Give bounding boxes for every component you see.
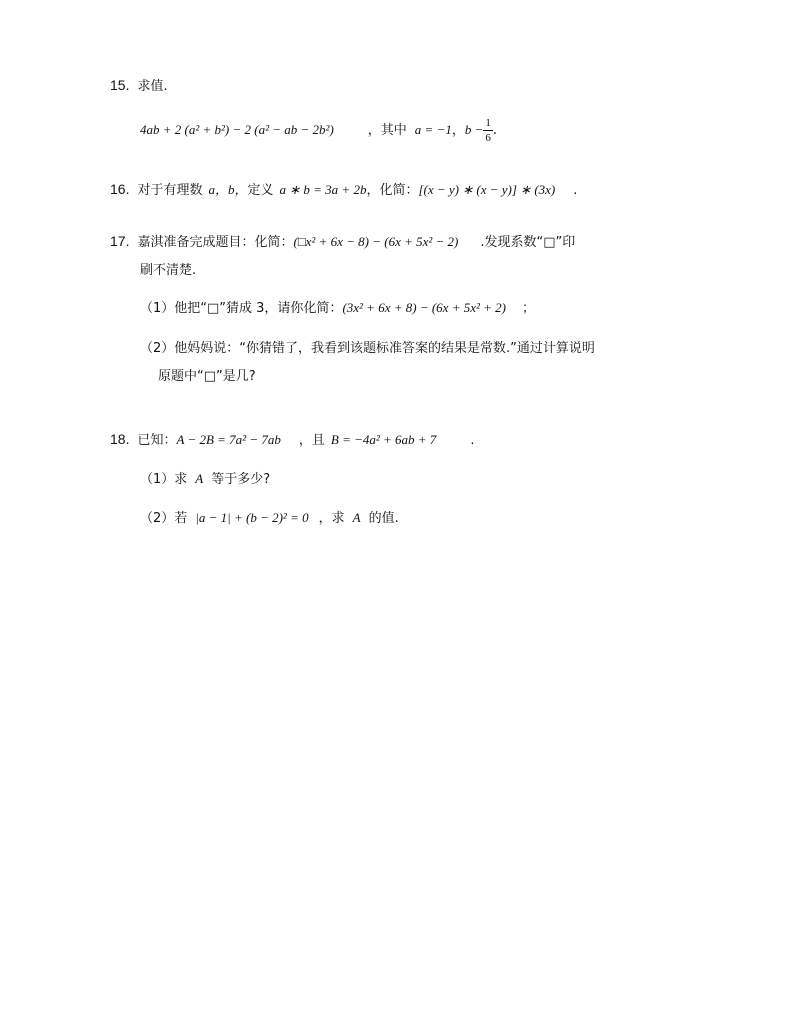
q15-where: ，其中 (367, 123, 407, 138)
q16-text-3: ，化简： (366, 183, 419, 198)
q18-line (110, 430, 474, 450)
q18-expression-1: A − 2B = 7a² − 7ab (176, 432, 281, 447)
q15-expression: 4ab + 2 (a² + b²) − 2 (a² − ab − 2b²) (140, 122, 334, 137)
q15-b-denominator: 6 (485, 132, 491, 144)
q17-number: 17. (110, 233, 130, 249)
q15-title: 求值. (137, 79, 168, 94)
q16-vars: a，b， (208, 182, 248, 197)
q15-b-fraction (483, 117, 493, 144)
q16-end: . (573, 183, 578, 198)
q16-line (110, 180, 577, 200)
q16-text-2: 定义 (247, 183, 274, 198)
q17-p1-end: ； (522, 301, 536, 316)
q17-p1-label: （1） (140, 301, 175, 316)
q16-definition: a ∗ b = 3a + 2b (279, 182, 367, 197)
q18-part-2 (140, 509, 399, 528)
q17-part-2-line-1 (140, 340, 595, 358)
q18-p2-label: （2） (140, 511, 175, 526)
q15-comma: ， (451, 123, 465, 138)
q15-heading (110, 76, 168, 96)
q18-text-2: ，且 (298, 433, 325, 448)
q17-line1-expression: (□x² + 6x − 8) − (6x + 5x² − 2) (293, 234, 459, 249)
q17-p2-label: （2） (140, 341, 175, 356)
q17-p1-text: 他把“□”猜成 3，请你化简： (174, 301, 343, 316)
q15-end: . (492, 123, 498, 138)
q18-p2-expression: |a − 1| + (b − 2)² = 0 (195, 510, 309, 525)
q17-part-2-line-2 (158, 368, 256, 386)
q16-number: 16. (110, 181, 130, 197)
q18-expression-2: B = −4a² + 6ab + 7 (330, 432, 437, 447)
q18-p2-text-1: 若 (174, 511, 188, 526)
q17-p1-expression: (3x² + 6x + 8) − (6x + 5x² + 2) (342, 300, 506, 315)
q17-line2-text: 刷不清楚. (140, 263, 197, 278)
q18-p2-text-2: ，求 (318, 511, 345, 526)
q18-text-1: 已知： (137, 433, 177, 448)
q17-line1-text: 嘉淇准备完成题目：化简： (137, 235, 294, 250)
q15-b-numerator: 1 (485, 117, 491, 129)
q15-expression-line (140, 117, 497, 144)
q18-p1-text-2: 等于多少? (211, 472, 271, 487)
q18-p2-variable: A (352, 510, 361, 525)
q17-part-1 (140, 299, 535, 318)
q15-b-lhs: b − (464, 122, 484, 137)
q18-number: 18. (110, 431, 130, 447)
q17-line-1 (110, 232, 575, 252)
q17-line-2 (140, 262, 196, 280)
q18-p1-label: （1） (140, 472, 175, 487)
q17-line1-tail: .发现系数“□”印 (480, 235, 576, 250)
q16-text-1: 对于有理数 (137, 183, 203, 198)
q18-part-1 (140, 470, 270, 489)
q18-p1-text-1: 求 (174, 472, 188, 487)
q18-p1-variable: A (195, 471, 204, 486)
q17-p2-line1: 他妈妈说：“你猜错了，我看到该题标准答案的结果是常数.”通过计算说明 (174, 341, 595, 356)
q18-end: . (470, 433, 475, 448)
q15-number: 15. (110, 77, 130, 93)
q15-a-condition: a = −1 (414, 122, 452, 137)
q17-p2-line2: 原题中“□”是几? (158, 369, 256, 384)
q18-p2-text-3: 的值. (368, 511, 399, 526)
q16-expression: [(x − y) ∗ (x − y)] ∗ (3x) (418, 182, 556, 197)
